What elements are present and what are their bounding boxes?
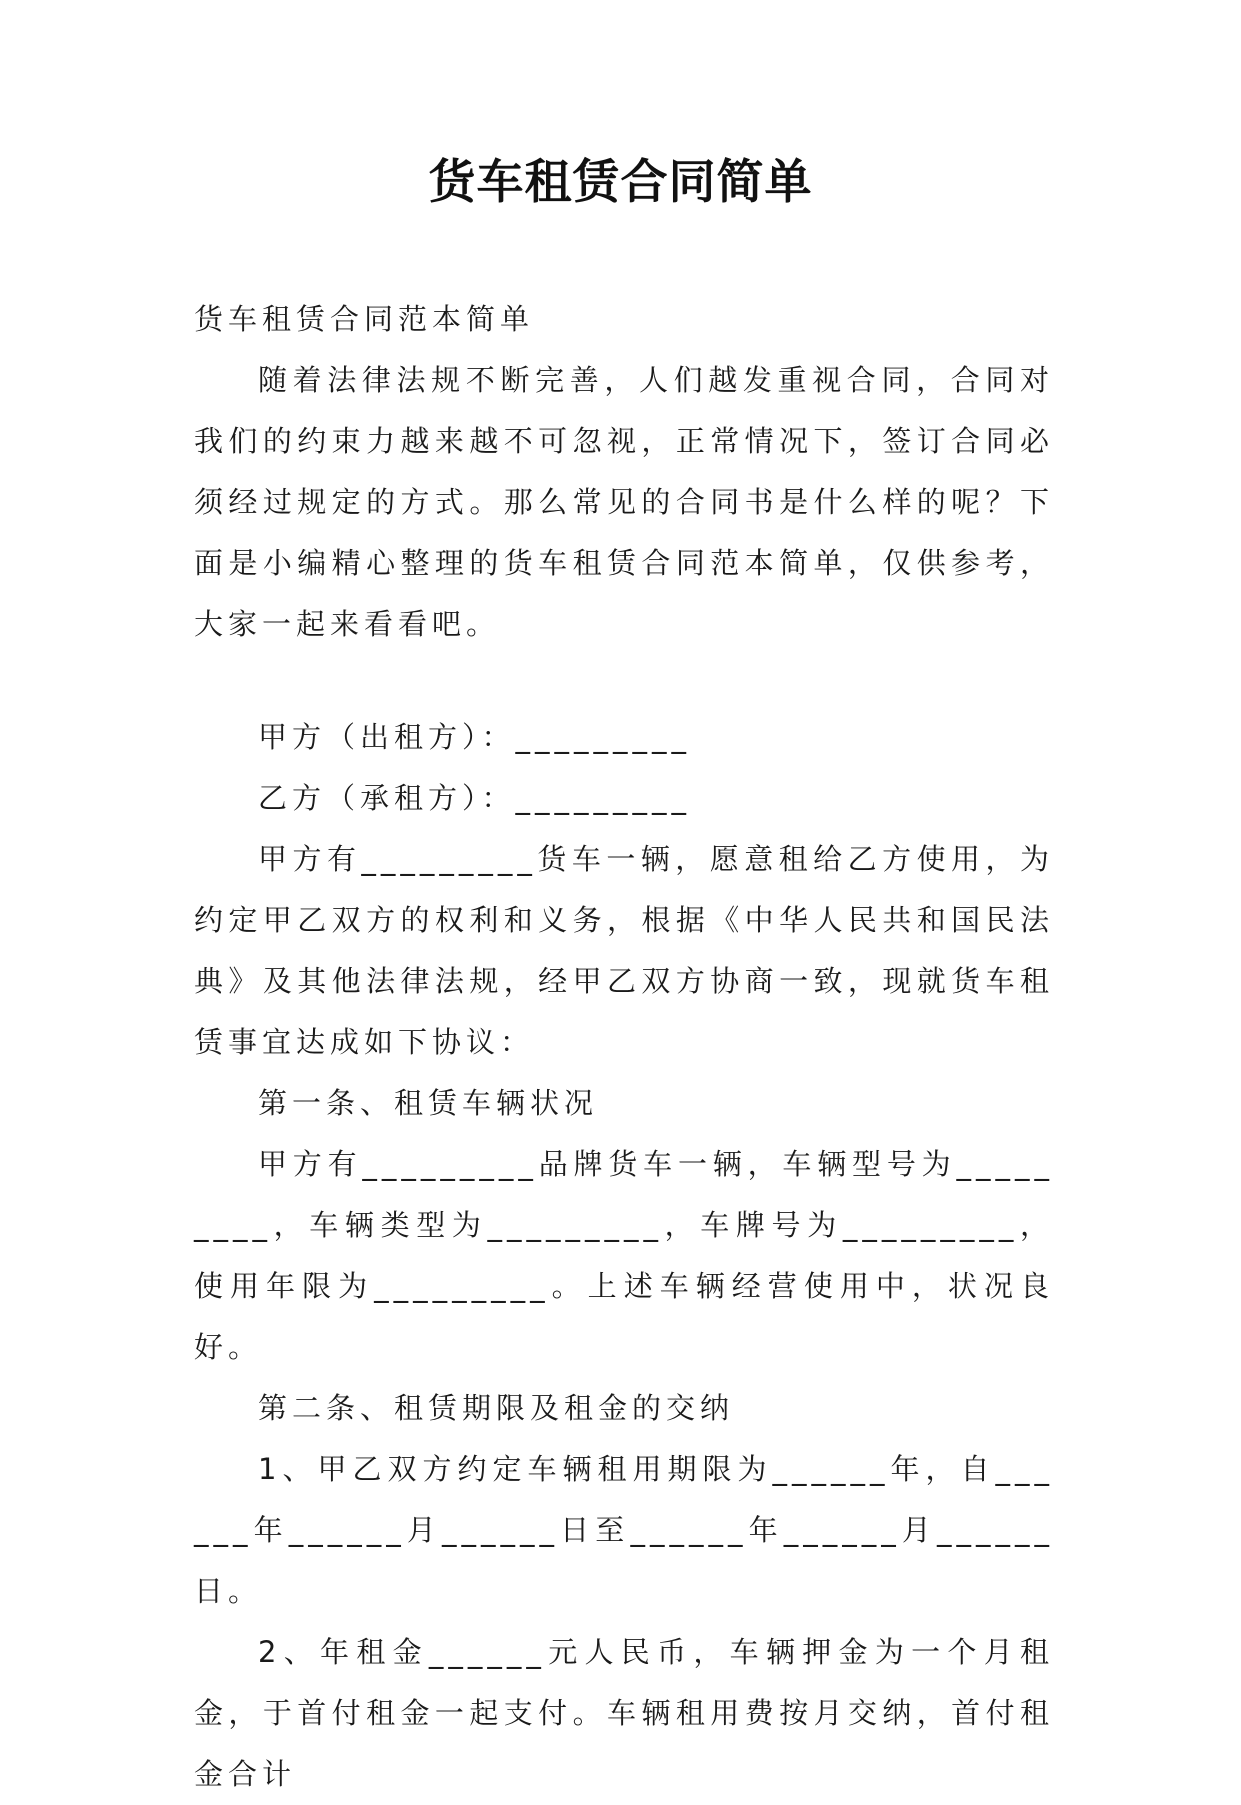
article-1-body: 甲方有_________品牌货车一辆，车辆型号为_________，车辆类型为_________，车牌号为_________，使用年限为_________。上述车辆经营使用中，状况良好。 (194, 1147, 1054, 1364)
article-2-item-2: 2、年租金______元人民币，车辆押金为一个月租金，于首付租金一起支付。车辆租用费按月交纳，首付租金合计 (194, 1635, 1054, 1791)
party-b-line: 乙方（承租方）：_________ (258, 781, 692, 815)
party-a-line: 甲方（出租方）：_________ (258, 720, 692, 754)
article-1-heading: 第一条、租赁车辆状况 (258, 1086, 599, 1120)
document-subtitle: 货车租赁合同范本简单 (194, 302, 535, 336)
document-body (194, 289, 1054, 1805)
preamble-paragraph: 甲方有_________货车一辆，愿意租给乙方使用，为约定甲乙双方的权利和义务，根据《中华人民共和国民法典》及其他法律法规，经甲乙双方协商一致，现就货车租赁事宜达成如下协议： (194, 842, 1054, 1059)
document-title: 货车租赁合同简单 (428, 155, 813, 210)
paragraph-gap (194, 655, 1054, 707)
article-2-item-1: 1、甲乙双方约定车辆租用期限为______年，自______年______月______日至______年______月______日。 (194, 1452, 1054, 1608)
intro-paragraph: 随着法律法规不断完善，人们越发重视合同，合同对我们的约束力越来越不可忽视，正常情况下，签订合同必须经过规定的方式。那么常见的合同书是什么样的呢？下面是小编精心整理的货车租赁合同范本简单，仅供参考，大家一起来看看吧。 (194, 363, 1054, 641)
article-2-heading: 第二条、租赁期限及租金的交纳 (258, 1391, 735, 1425)
